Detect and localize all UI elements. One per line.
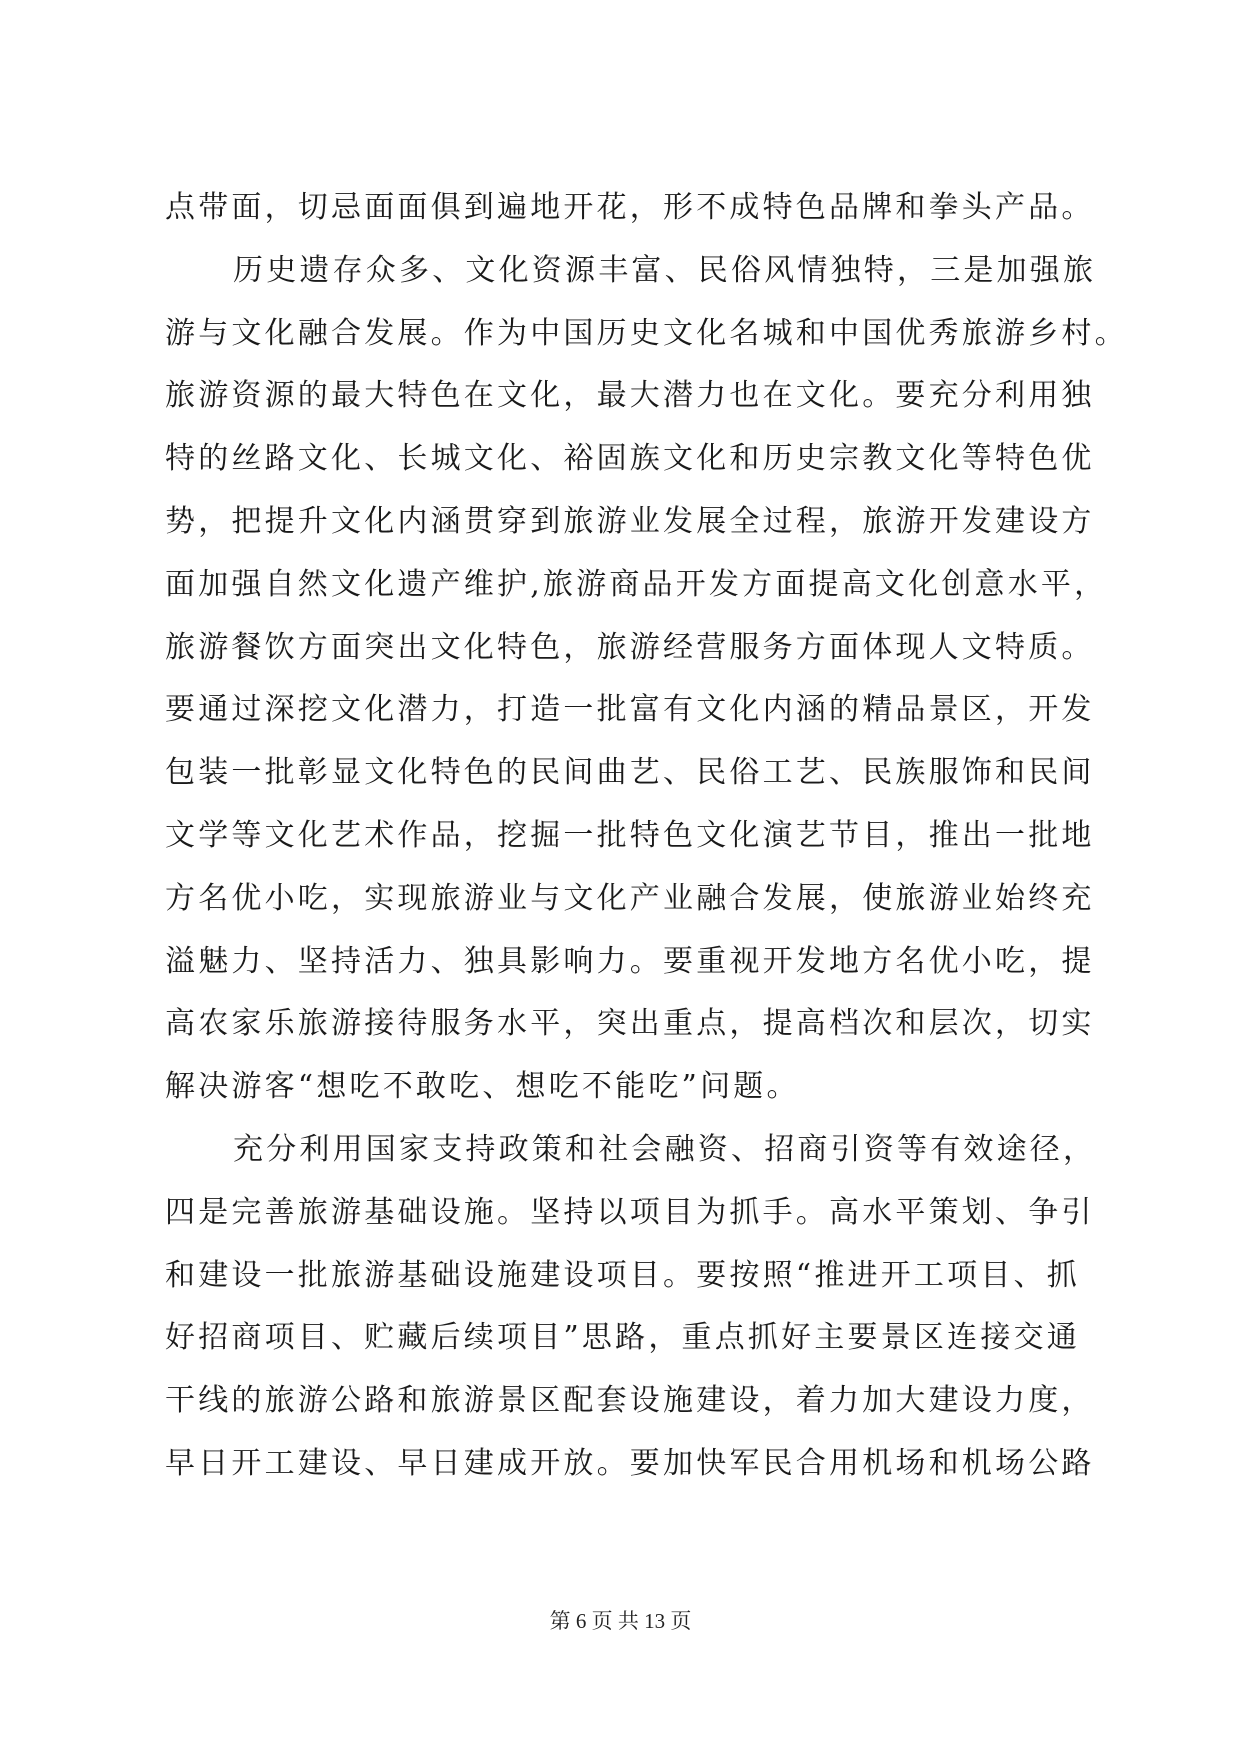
text-line: 点带面，切忌面面俱到遍地开花，形不成特色品牌和拳头产品。 — [165, 190, 1095, 225]
text-line: 要通过深挖文化潜力，打造一批富有文化内涵的精品景区，开发 — [165, 692, 1095, 728]
text-line: 方名优小吃，实现旅游业与文化产业融合发展，使旅游业始终充 — [165, 880, 1095, 916]
text-line: 游与文化融合发展。作为中国历史文化名城和中国优秀旅游乡村。 — [165, 315, 1128, 351]
paragraph-first-line: 历史遗存众多、文化资源丰富、民俗风情独特，三是加强旅 — [233, 252, 1097, 288]
text-line: 高农家乐旅游接待服务水平，突出重点，提高档次和层次，切实 — [165, 1006, 1095, 1042]
text-line: 和建设一批旅游基础设施建设项目。要按照“推进开工项目、抓 — [165, 1257, 1080, 1293]
page-footer: 第 6 页 共 13 页 — [549, 1609, 692, 1633]
text-line: 面加强自然文化遗产维护,旅游商品开发方面提高文化创意水平， — [165, 566, 1108, 602]
text-line: 干线的旅游公路和旅游景区配套设施建设，着力加大建设力度， — [165, 1383, 1095, 1419]
text-line: 早日开工建设、早日建成开放。要加快军民合用机场和机场公路 — [165, 1446, 1095, 1481]
text-line: 文学等文化艺术作品，挖掘一批特色文化演艺节目，推出一批地 — [165, 818, 1095, 853]
text-line: 包装一批彰显文化特色的民间曲艺、民俗工艺、民族服饰和民间 — [165, 755, 1095, 791]
text-line: 好招商项目、贮藏后续项目”思路，重点抓好主要景区连接交通 — [165, 1320, 1080, 1356]
text-line: 四是完善旅游基础设施。坚持以项目为抓手。高水平策划、争引 — [165, 1194, 1095, 1230]
text-line: 特的丝路文化、长城文化、裕固族文化和历史宗教文化等特色优 — [165, 441, 1095, 477]
text-line: 旅游餐饮方面突出文化特色，旅游经营服务方面体现人文特质。 — [165, 629, 1095, 665]
paragraph-first-line: 充分利用国家支持政策和社会融资、招商引资等有效途径， — [233, 1132, 1097, 1167]
text-line: 解决游客“想吃不敢吃、想吃不能吃”问题。 — [165, 1069, 800, 1105]
text-line: 旅游资源的最大特色在文化，最大潜力也在文化。要充分利用独 — [165, 378, 1095, 414]
text-line: 势，把提升文化内涵贯穿到旅游业发展全过程，旅游开发建设方 — [165, 504, 1095, 539]
text-line: 溢魅力、坚持活力、独具影响力。要重视开发地方名优小吃，提 — [165, 943, 1095, 979]
